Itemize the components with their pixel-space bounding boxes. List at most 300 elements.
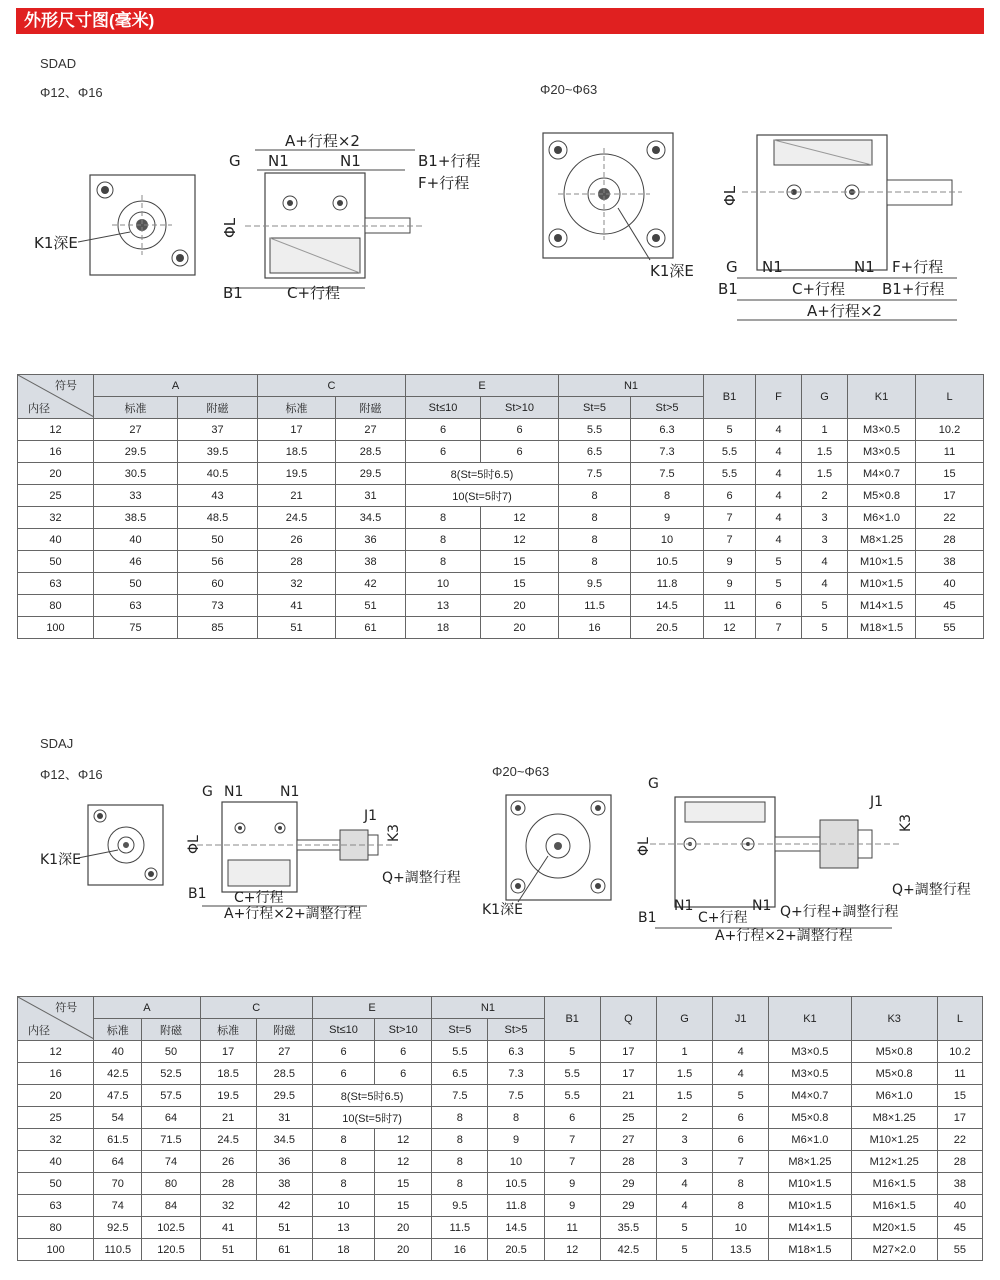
sdaj-range-small: Φ12、Φ16 <box>40 767 103 782</box>
sdaj-large-q-adj-label: Q+調整行程 <box>892 882 971 898</box>
sdaj-table-cell: 12 <box>544 1239 600 1261</box>
sdaj-table-cell: 1.5 <box>656 1063 712 1085</box>
sdaj-small-k3-label: K3 <box>386 823 402 842</box>
sdad-table-cell: 4 <box>756 419 802 441</box>
sdaj-large-j1-label: J1 <box>870 794 884 810</box>
sdaj-table-cell: 34.5 <box>256 1129 312 1151</box>
sdad-table-cell: 6.5 <box>559 441 631 463</box>
sdaj-small-n1a-label: N1 <box>224 784 244 800</box>
sdad-table-cell: 9 <box>631 507 704 529</box>
sdad-sub-a-mag: 附磁 <box>178 397 258 419</box>
sdaj-table-cell: M10×1.5 <box>769 1173 851 1195</box>
sdad-table-cell: 37 <box>178 419 258 441</box>
sdad-table-cell: 73 <box>178 595 258 617</box>
sdaj-table-cell: 8 <box>312 1129 374 1151</box>
sdad-table-cell: 9 <box>704 573 756 595</box>
sdad-table-cell: M3×0.5 <box>848 441 916 463</box>
sdad-small-c-label: C+行程 <box>287 284 341 302</box>
sdaj-table-cell: 11 <box>544 1217 600 1239</box>
sdad-small-n1b-label: N1 <box>340 152 361 170</box>
sdad-table-cell: 6 <box>756 595 802 617</box>
sdad-large-a-stroke-label: A+行程×2 <box>807 302 882 320</box>
sdad-table-row <box>18 573 984 595</box>
sdad-table-cell: 43 <box>178 485 258 507</box>
sdad-table-cell: 26 <box>258 529 336 551</box>
sdaj-small-n1b-label: N1 <box>280 784 300 800</box>
sdad-table-cell: 48.5 <box>178 507 258 529</box>
sdad-table-cell: 20 <box>18 463 94 485</box>
sdad-table-cell: 10(St=5时7) <box>406 485 559 507</box>
sdaj-table-cell: 9 <box>544 1173 600 1195</box>
sdaj-small-b1-label: B1 <box>188 886 207 902</box>
sdaj-table-cell: 26 <box>200 1151 256 1173</box>
sdaj-table-cell: 35.5 <box>600 1217 656 1239</box>
sdaj-table-cell: 29 <box>600 1173 656 1195</box>
sdaj-large-q-stroke-adj-label: Q+行程+調整行程 <box>780 904 899 920</box>
sdaj-table-cell: 8 <box>312 1173 374 1195</box>
sdad-small-n1a-label: N1 <box>268 152 289 170</box>
sdad-large-n1a-label: N1 <box>762 258 783 276</box>
sdad-table-row <box>18 485 984 507</box>
sdaj-table-cell: 20.5 <box>488 1239 544 1261</box>
sdaj-large-a-adj-label: A+行程×2+調整行程 <box>715 928 853 944</box>
sdaj-large-front-view <box>478 790 628 920</box>
sdaj-table-cell: 25 <box>18 1107 94 1129</box>
sdaj-table-cell: 11.8 <box>488 1195 544 1217</box>
sdaj-table-cell: 8 <box>312 1151 374 1173</box>
sdaj-table-cell: 16 <box>18 1063 94 1085</box>
sdad-table-cell: 18 <box>406 617 481 639</box>
sdad-table-cell: 21 <box>258 485 336 507</box>
sdad-table-cell: 40 <box>916 573 984 595</box>
sdaj-table-cell: 20 <box>375 1217 432 1239</box>
sdaj-table-cell: 64 <box>142 1107 200 1129</box>
sdad-table-cell: 7 <box>756 617 802 639</box>
sdaj-table-cell: 1.5 <box>656 1085 712 1107</box>
sdaj-table-cell: 3 <box>656 1151 712 1173</box>
sdad-table-cell: 5 <box>756 551 802 573</box>
sdad-table-row <box>18 529 984 551</box>
sdad-table-cell: 25 <box>18 485 94 507</box>
sdad-table-cell: 10.5 <box>631 551 704 573</box>
sdad-table-cell: 10.2 <box>916 419 984 441</box>
sdad-table-cell: 41 <box>258 595 336 617</box>
sdaj-range-large: Φ20~Φ63 <box>492 764 550 779</box>
sdaj-table-cell: 54 <box>94 1107 142 1129</box>
sdad-large-front-view <box>538 128 708 283</box>
sdad-large-phil-label: ΦL <box>721 185 739 206</box>
sdad-table-cell: 11.8 <box>631 573 704 595</box>
sdaj-table-row <box>18 1151 983 1173</box>
sdad-table-cell: M6×1.0 <box>848 507 916 529</box>
sdaj-table-cell: 1 <box>656 1041 712 1063</box>
sdad-table-row <box>18 507 984 529</box>
sdaj-table-cell: 70 <box>94 1173 142 1195</box>
sdad-table-cell: 28 <box>916 529 984 551</box>
sdaj-head-a: A <box>94 997 200 1019</box>
sdaj-table-cell: 28 <box>600 1151 656 1173</box>
sdad-large-side-view <box>712 130 972 330</box>
sdaj-table-cell: 19.5 <box>200 1085 256 1107</box>
sdad-table-cell: 9 <box>704 551 756 573</box>
sdaj-table-cell: 32 <box>200 1195 256 1217</box>
sdad-table-cell: 17 <box>258 419 336 441</box>
sdad-table-cell: 22 <box>916 507 984 529</box>
sdad-table-cell: 50 <box>178 529 258 551</box>
sdaj-head-k1: K1 <box>769 997 851 1041</box>
sdad-table-cell: M5×0.8 <box>848 485 916 507</box>
sdaj-table-cell: 40 <box>937 1195 982 1217</box>
sdad-table-cell: 51 <box>258 617 336 639</box>
sdad-table-cell: 31 <box>336 485 406 507</box>
sdaj-head-c: C <box>200 997 312 1019</box>
sdaj-table-cell: 84 <box>142 1195 200 1217</box>
sdaj-table-cell: 10(St=5时7) <box>312 1107 431 1129</box>
sdaj-table-cell: 27 <box>600 1129 656 1151</box>
sdaj-table-cell: M18×1.5 <box>769 1239 851 1261</box>
sdaj-table-cell: M20×1.5 <box>851 1217 937 1239</box>
sdad-table-cell: M10×1.5 <box>848 573 916 595</box>
sdad-table-cell: M10×1.5 <box>848 551 916 573</box>
sdaj-table-cell: 120.5 <box>142 1239 200 1261</box>
sdaj-table-cell: 71.5 <box>142 1129 200 1151</box>
sdaj-table-row <box>18 1085 983 1107</box>
sdad-range-small: Φ12、Φ16 <box>40 85 103 100</box>
sdaj-table-cell: 38 <box>256 1173 312 1195</box>
sdad-table-cell: 20.5 <box>631 617 704 639</box>
sdad-table-cell: 20 <box>481 617 559 639</box>
sdad-table-cell: 40 <box>18 529 94 551</box>
sdaj-table-cell: 52.5 <box>142 1063 200 1085</box>
sdaj-table-cell: 51 <box>256 1217 312 1239</box>
sdaj-table-cell: M6×1.0 <box>769 1129 851 1151</box>
sdaj-sub-c-mag: 附磁 <box>256 1019 312 1041</box>
sdaj-table-cell: 63 <box>18 1195 94 1217</box>
sdaj-table-cell: 5.5 <box>432 1041 488 1063</box>
sdaj-table-cell: 6.3 <box>488 1041 544 1063</box>
sdaj-table-cell: 74 <box>142 1151 200 1173</box>
sdaj-sub-a-mag: 附磁 <box>142 1019 200 1041</box>
sdad-corner-cell: 符号 内径 <box>18 375 94 419</box>
sdaj-table-cell: 92.5 <box>94 1217 142 1239</box>
sdad-table-cell: 40.5 <box>178 463 258 485</box>
sdaj-table-cell: M5×0.8 <box>769 1107 851 1129</box>
sdad-table-cell: 61 <box>336 617 406 639</box>
sdaj-table-cell: 14.5 <box>488 1217 544 1239</box>
sdaj-table-cell: 5 <box>656 1217 712 1239</box>
sdad-sub-e-gt10: St>10 <box>481 397 559 419</box>
sdaj-table-cell: 8 <box>432 1151 488 1173</box>
sdaj-head-g: G <box>656 997 712 1041</box>
sdad-table-cell: 11.5 <box>559 595 631 617</box>
sdaj-table-cell: M16×1.5 <box>851 1173 937 1195</box>
sdad-head-k1: K1 <box>848 375 916 419</box>
sdaj-table-cell: 3 <box>656 1129 712 1151</box>
sdaj-table-cell: M6×1.0 <box>851 1085 937 1107</box>
sdaj-table-cell: 11.5 <box>432 1217 488 1239</box>
sdad-table-cell: 80 <box>18 595 94 617</box>
sdaj-title: SDAJ <box>40 736 74 751</box>
sdaj-table-cell: 61 <box>256 1239 312 1261</box>
sdaj-table-cell: 102.5 <box>142 1217 200 1239</box>
sdaj-small-side-view <box>182 780 472 925</box>
sdaj-table-cell: 16 <box>432 1239 488 1261</box>
sdaj-table-cell: M4×0.7 <box>769 1085 851 1107</box>
sdaj-table-row <box>18 1129 983 1151</box>
sdaj-table-cell: 15 <box>937 1085 982 1107</box>
sdad-table-cell: 8(St=5时6.5) <box>406 463 559 485</box>
sdad-table-cell: 32 <box>258 573 336 595</box>
sdad-large-n1b-label: N1 <box>854 258 875 276</box>
sdaj-table-cell: M8×1.25 <box>851 1107 937 1129</box>
sdaj-table-cell: 100 <box>18 1239 94 1261</box>
sdad-table-cell: 1 <box>802 419 848 441</box>
sdad-table-cell: 20 <box>481 595 559 617</box>
sdad-sub-c-mag: 附磁 <box>336 397 406 419</box>
sdad-head-l: L <box>916 375 984 419</box>
sdad-head-b1: B1 <box>704 375 756 419</box>
sdad-table-cell: 12 <box>18 419 94 441</box>
sdad-table-cell: 50 <box>18 551 94 573</box>
sdad-table-cell: 28 <box>258 551 336 573</box>
sdaj-table-cell: 5 <box>713 1085 769 1107</box>
sdad-table-cell: 75 <box>94 617 178 639</box>
sdaj-large-n1b-label: N1 <box>752 898 772 914</box>
sdaj-table-cell: 9.5 <box>432 1195 488 1217</box>
sdaj-table-cell: M16×1.5 <box>851 1195 937 1217</box>
sdaj-small-phil-label: ΦL <box>186 835 202 854</box>
sdad-table-cell: 34.5 <box>336 507 406 529</box>
sdad-table-cell: 29.5 <box>94 441 178 463</box>
sdad-table-cell: 14.5 <box>631 595 704 617</box>
sdad-table-cell: 7 <box>704 507 756 529</box>
sdaj-sub-n1-eq5: St=5 <box>432 1019 488 1041</box>
sdaj-table-cell: M5×0.8 <box>851 1063 937 1085</box>
sdaj-table-cell: 28 <box>200 1173 256 1195</box>
sdaj-large-c-stroke-label: C+行程 <box>698 910 748 926</box>
sdad-table-cell: 56 <box>178 551 258 573</box>
sdaj-table-row <box>18 1217 983 1239</box>
sdaj-table-cell: 38 <box>937 1173 982 1195</box>
sdad-spec-table <box>17 374 984 639</box>
sdaj-table-cell: 74 <box>94 1195 142 1217</box>
sdaj-corner-cell: 符号 内径 <box>18 997 94 1041</box>
sdaj-table-cell: 6 <box>375 1041 432 1063</box>
sdad-table-cell: 13 <box>406 595 481 617</box>
sdaj-sub-c-std: 标准 <box>200 1019 256 1041</box>
sdad-large-g-label: G <box>726 258 738 276</box>
sdad-table-cell: 38 <box>916 551 984 573</box>
sdad-head-c: C <box>258 375 406 397</box>
sdaj-table-cell: M12×1.25 <box>851 1151 937 1173</box>
sdaj-sub-e-gt10: St>10 <box>375 1019 432 1041</box>
sdad-large-f-stroke-label: F+行程 <box>892 258 944 276</box>
sdad-table-row <box>18 595 984 617</box>
sdad-sub-c-std: 标准 <box>258 397 336 419</box>
sdad-small-b1-stroke-label: B1+行程 <box>418 152 481 170</box>
sdad-table-cell: 1.5 <box>802 463 848 485</box>
sdaj-large-k1-label: K1深E <box>482 902 523 918</box>
sdaj-table-cell: 10.2 <box>937 1041 982 1063</box>
sdaj-table-cell: 24.5 <box>200 1129 256 1151</box>
sdaj-table-cell: 50 <box>142 1041 200 1063</box>
sdaj-table-cell: M3×0.5 <box>769 1063 851 1085</box>
sdaj-table-cell: 5.5 <box>544 1063 600 1085</box>
sdad-table-cell: 38 <box>336 551 406 573</box>
sdaj-table-cell: 15 <box>375 1173 432 1195</box>
sdad-table-cell: M14×1.5 <box>848 595 916 617</box>
sdad-table-cell: 4 <box>756 441 802 463</box>
sdaj-table-cell: 110.5 <box>94 1239 142 1261</box>
sdad-table-row <box>18 617 984 639</box>
sdad-table-cell: 11 <box>916 441 984 463</box>
sdad-table-cell: 7.5 <box>559 463 631 485</box>
sdaj-table-cell: 9 <box>488 1129 544 1151</box>
sdaj-table-cell: 21 <box>200 1107 256 1129</box>
sdaj-table-cell: 28 <box>937 1151 982 1173</box>
sdad-table-row <box>18 441 984 463</box>
sdaj-table-cell: 7.5 <box>488 1085 544 1107</box>
sdad-table-row <box>18 463 984 485</box>
sdad-table-cell: 6 <box>481 419 559 441</box>
sdad-table-cell: 5.5 <box>704 441 756 463</box>
sdaj-table-cell: 47.5 <box>94 1085 142 1107</box>
sdaj-table-cell: M8×1.25 <box>769 1151 851 1173</box>
sdaj-sub-e-le10: St≤10 <box>312 1019 374 1041</box>
sdaj-table-cell: 55 <box>937 1239 982 1261</box>
sdad-head-n1: N1 <box>559 375 704 397</box>
sdaj-table-cell: 6 <box>312 1063 374 1085</box>
sdaj-table-cell: 2 <box>656 1107 712 1129</box>
sdad-table-cell: 12 <box>704 617 756 639</box>
sdaj-head-n1: N1 <box>432 997 544 1019</box>
sdad-table-cell: 24.5 <box>258 507 336 529</box>
sdad-table-cell: 30.5 <box>94 463 178 485</box>
sdaj-head-e: E <box>312 997 431 1019</box>
sdaj-table-cell: 57.5 <box>142 1085 200 1107</box>
sdaj-table-cell: 45 <box>937 1217 982 1239</box>
sdad-table-cell: 19.5 <box>258 463 336 485</box>
sdaj-table-cell: M10×1.5 <box>769 1195 851 1217</box>
sdaj-large-side-view <box>630 772 980 947</box>
sdaj-table-cell: 51 <box>200 1239 256 1261</box>
sdad-table-cell: 9.5 <box>559 573 631 595</box>
sdaj-table-cell: 25 <box>600 1107 656 1129</box>
sdad-large-b1-stroke-label: B1+行程 <box>882 280 945 298</box>
sdad-table-cell: 4 <box>756 485 802 507</box>
sdaj-table-cell: 4 <box>656 1173 712 1195</box>
sdaj-table-cell: 6 <box>375 1063 432 1085</box>
sdaj-table-cell: 6 <box>312 1041 374 1063</box>
sdaj-table-cell: 22 <box>937 1129 982 1151</box>
sdad-small-a-label: A+行程×2 <box>285 132 360 150</box>
sdaj-table-cell: M5×0.8 <box>851 1041 937 1063</box>
sdaj-table-cell: M10×1.25 <box>851 1129 937 1151</box>
sdad-table-cell: 4 <box>802 573 848 595</box>
sdaj-table-cell: 12 <box>18 1041 94 1063</box>
sdaj-table-cell: 6 <box>544 1107 600 1129</box>
sdaj-table-cell: 61.5 <box>94 1129 142 1151</box>
sdad-table-cell: 1.5 <box>802 441 848 463</box>
sdaj-table-cell: 29.5 <box>256 1085 312 1107</box>
sdad-small-k1-label: K1深E <box>34 234 78 252</box>
sdad-table-cell: 8 <box>406 551 481 573</box>
sdad-small-f-stroke-label: F+行程 <box>418 174 470 192</box>
sdaj-table-cell: 4 <box>656 1195 712 1217</box>
sdaj-table-cell: 5 <box>656 1239 712 1261</box>
sdad-sub-n1-eq5: St=5 <box>559 397 631 419</box>
sdaj-large-b1-label: B1 <box>638 910 657 926</box>
sdaj-table-row <box>18 1063 983 1085</box>
sdaj-large-phil-label: ΦL <box>636 837 652 856</box>
sdaj-table-cell: M14×1.5 <box>769 1217 851 1239</box>
sdaj-table-cell: 12 <box>375 1129 432 1151</box>
sdaj-table-cell: 42.5 <box>94 1063 142 1085</box>
sdad-table-cell: 33 <box>94 485 178 507</box>
sdad-table-cell: 45 <box>916 595 984 617</box>
sdad-table-cell: 16 <box>18 441 94 463</box>
sdad-table-cell: 5.5 <box>704 463 756 485</box>
sdaj-table-cell: 11 <box>937 1063 982 1085</box>
sdad-table-cell: 36 <box>336 529 406 551</box>
sdaj-table-cell: 20 <box>375 1239 432 1261</box>
sdaj-table-cell: 17 <box>600 1063 656 1085</box>
sdad-table-cell: 5.5 <box>559 419 631 441</box>
sdad-table-cell: 60 <box>178 573 258 595</box>
sdaj-table-cell: 5 <box>544 1041 600 1063</box>
sdad-table-cell: 4 <box>802 551 848 573</box>
sdaj-table-cell: 17 <box>600 1041 656 1063</box>
sdad-small-side-view <box>215 128 495 303</box>
sdad-table-cell: 51 <box>336 595 406 617</box>
sdaj-table-cell: 18 <box>312 1239 374 1261</box>
sdaj-table-cell: 40 <box>18 1151 94 1173</box>
sdad-table-row <box>18 551 984 573</box>
sdad-table-cell: 38.5 <box>94 507 178 529</box>
sdad-table-cell: 63 <box>18 573 94 595</box>
sdad-table-cell: 4 <box>756 507 802 529</box>
sdaj-table-row <box>18 1195 983 1217</box>
sdad-table-cell: 55 <box>916 617 984 639</box>
sdaj-table-cell: 27 <box>256 1041 312 1063</box>
sdaj-table-cell: 29 <box>600 1195 656 1217</box>
sdaj-table-cell: 64 <box>94 1151 142 1173</box>
sdaj-table-cell: 80 <box>18 1217 94 1239</box>
sdaj-spec-table <box>17 996 983 1261</box>
sdaj-small-q-adj-label: Q+調整行程 <box>382 870 461 886</box>
sdaj-table-cell: 36 <box>256 1151 312 1173</box>
sdad-table-cell: 5 <box>802 617 848 639</box>
sdad-table-cell: 3 <box>802 529 848 551</box>
sdaj-table-cell: 80 <box>142 1173 200 1195</box>
sdaj-head-k3: K3 <box>851 997 937 1041</box>
sdad-table-cell: 6 <box>481 441 559 463</box>
sdaj-table-row <box>18 1107 983 1129</box>
sdaj-table-row <box>18 1173 983 1195</box>
sdaj-head-q: Q <box>600 997 656 1041</box>
sdaj-table-cell: 8 <box>432 1107 488 1129</box>
sdaj-small-front-view <box>38 800 168 890</box>
sdad-table-cell: 2 <box>802 485 848 507</box>
sdaj-small-k1-label: K1深E <box>40 852 81 868</box>
sdaj-table-cell: 20 <box>18 1085 94 1107</box>
sdaj-table-cell: 17 <box>200 1041 256 1063</box>
sdad-head-g: G <box>802 375 848 419</box>
sdaj-sub-a-std: 标准 <box>94 1019 142 1041</box>
sdad-title: SDAD <box>40 56 77 71</box>
sdad-table-row <box>18 419 984 441</box>
sdad-table-cell: 7.5 <box>631 463 704 485</box>
